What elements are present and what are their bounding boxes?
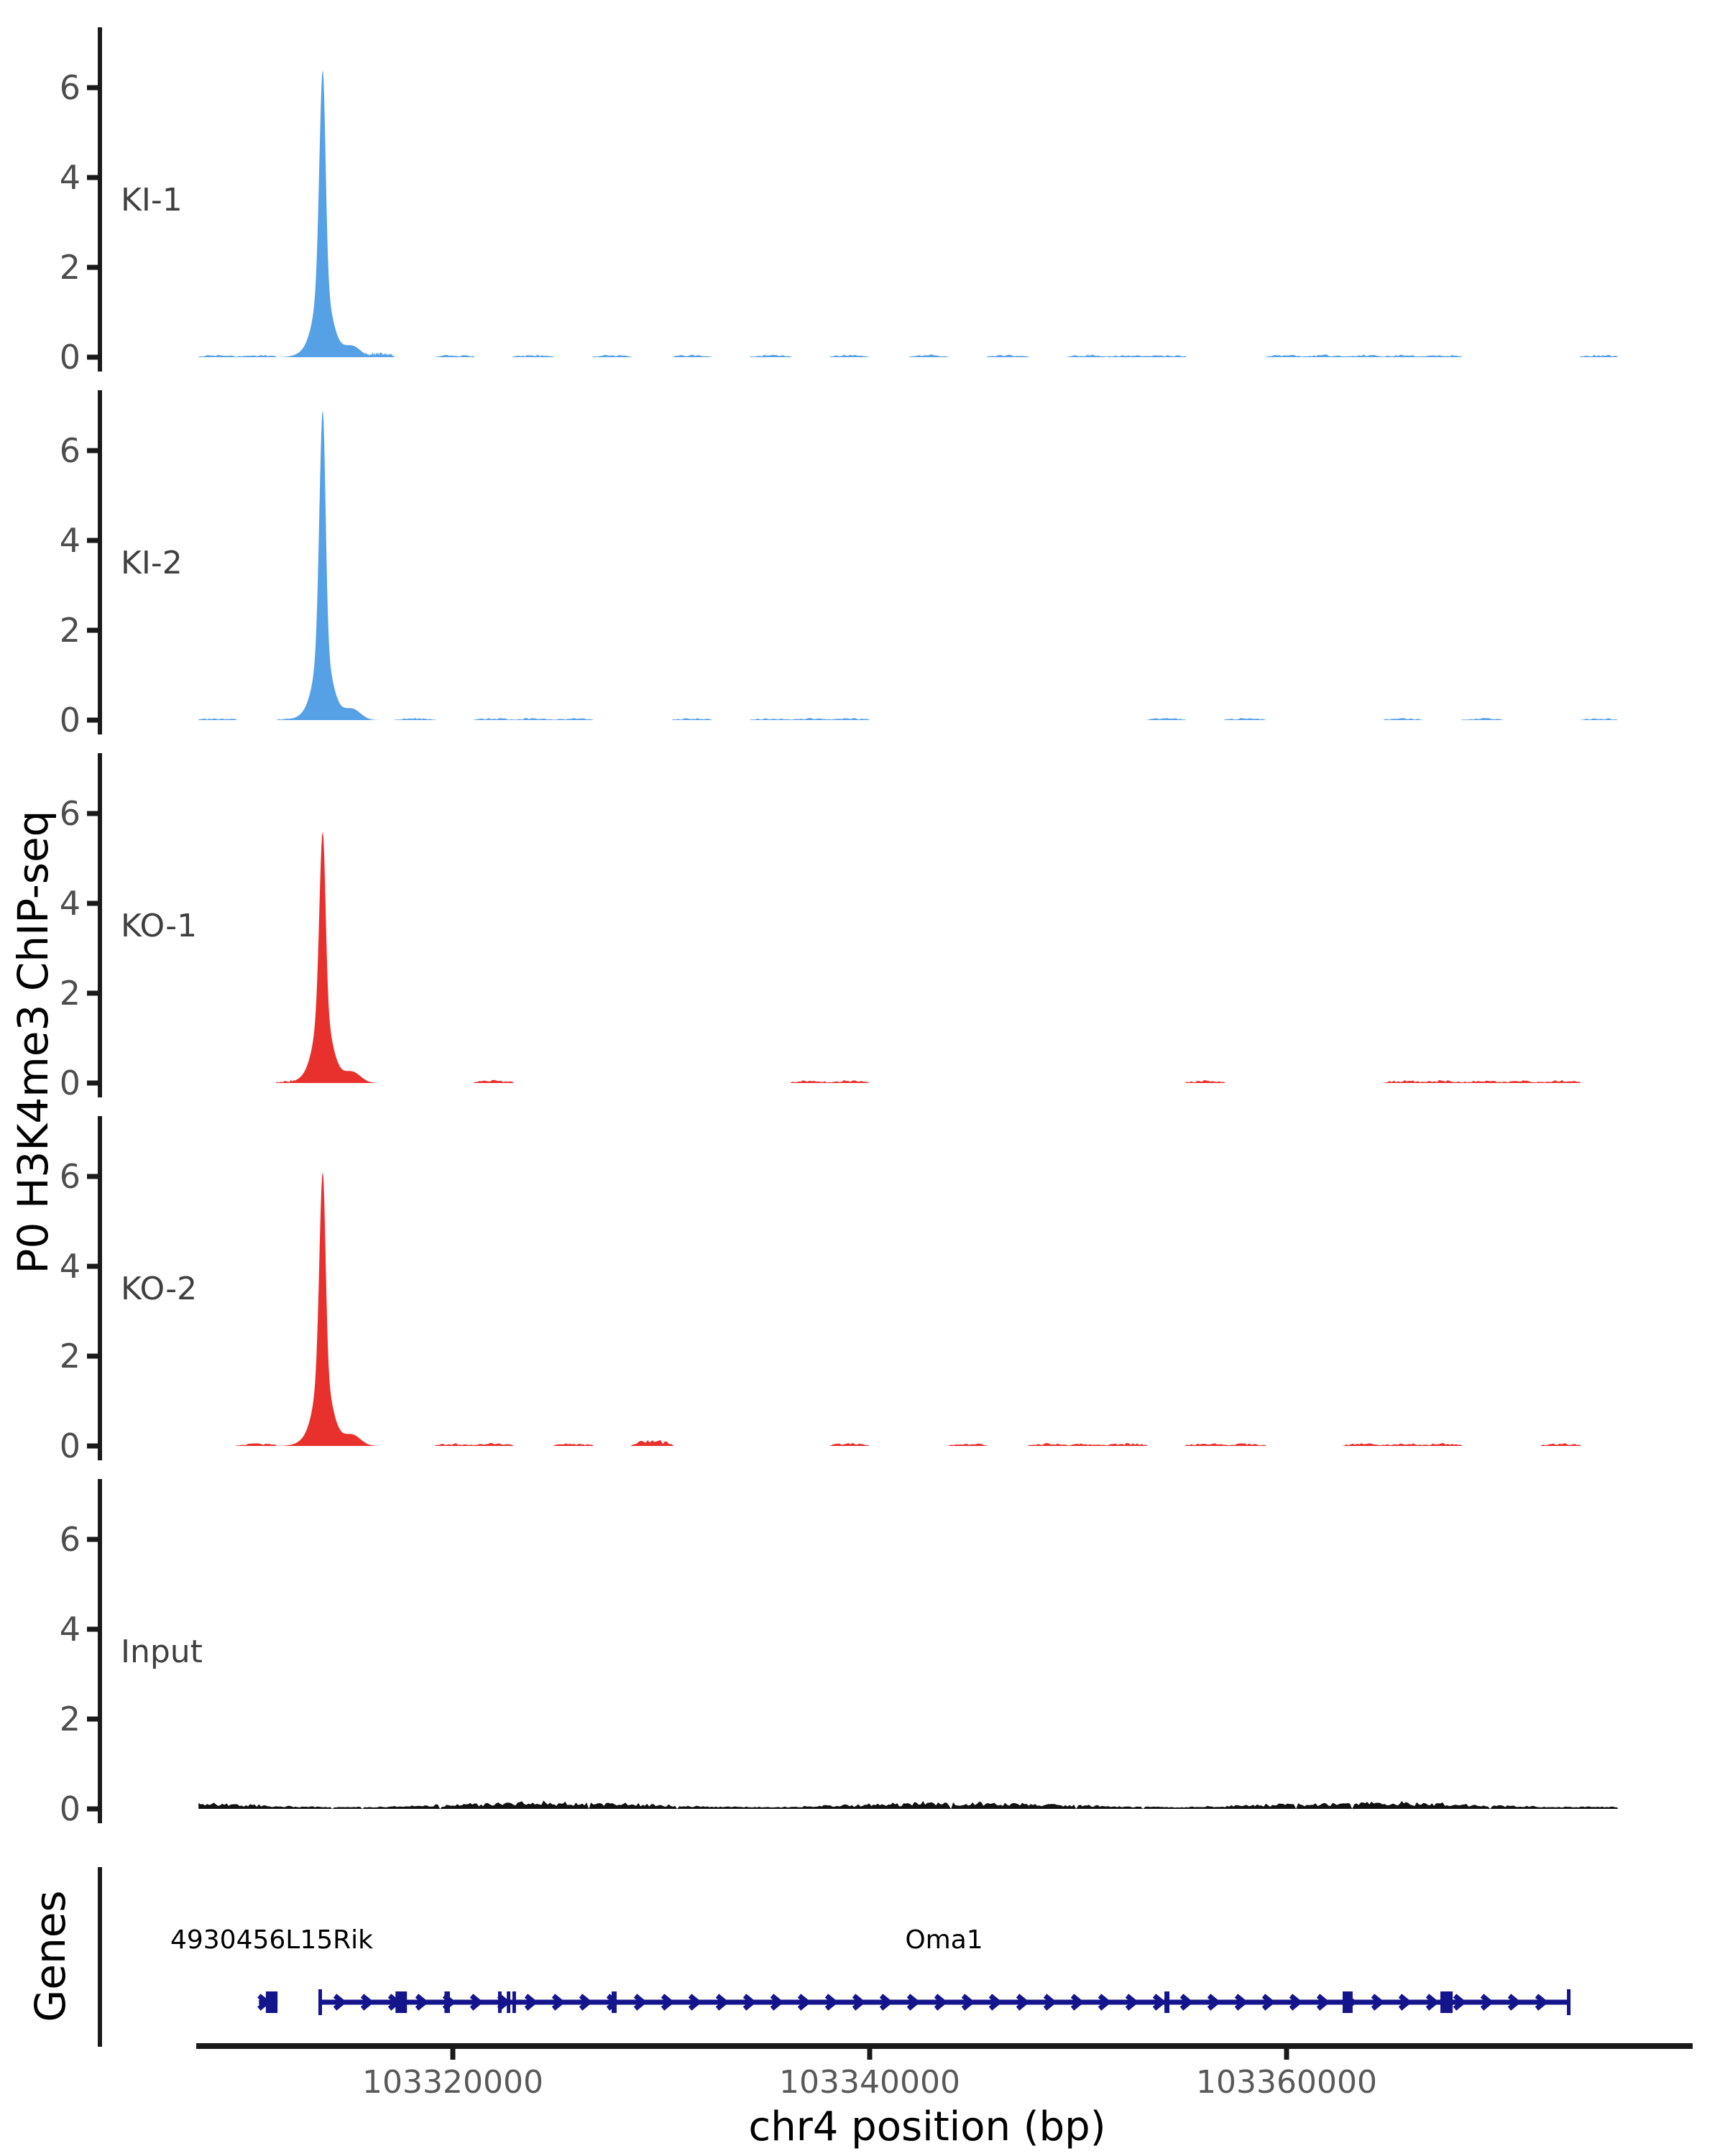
y-tick-mark	[87, 718, 98, 723]
x-tick-label: 103360000	[1196, 2064, 1377, 2101]
x-axis-line	[196, 2043, 1693, 2049]
y-tick-label: 4	[59, 884, 80, 923]
exon-box	[395, 1991, 407, 2013]
track-label-input: Input	[121, 1634, 203, 1670]
x-tick-mark	[868, 2049, 873, 2060]
signal-area-ki-2	[198, 410, 1618, 720]
track-label-ki-2: KI-2	[121, 545, 183, 581]
y-tick-mark	[87, 175, 98, 180]
y-axis-line	[98, 1479, 102, 1823]
y-axis-line	[98, 1116, 102, 1460]
y-tick-mark	[87, 1444, 98, 1449]
x-tick-label: 103320000	[362, 2064, 543, 2101]
y-tick-label: 0	[59, 1064, 80, 1102]
y-axis-line	[98, 753, 102, 1097]
y-tick-mark	[87, 265, 98, 270]
signal-area-ki-1	[198, 70, 1618, 357]
y-tick-mark	[87, 1264, 98, 1269]
y-tick-mark	[87, 1627, 98, 1632]
y-tick-label: 6	[59, 1520, 80, 1559]
track-label-ko-1: KO-1	[121, 908, 198, 944]
y-tick-label: 0	[59, 338, 80, 377]
x-tick-label: 103340000	[779, 2064, 960, 2101]
y-tick-mark	[87, 1717, 98, 1722]
y-tick-label: 4	[59, 158, 80, 197]
exon-box	[1440, 1991, 1453, 2013]
y-tick-mark	[87, 991, 98, 996]
genes-axis-line	[98, 1867, 102, 2047]
y-tick-label: 4	[59, 1247, 80, 1286]
x-axis-title: chr4 position (bp)	[748, 2104, 1106, 2150]
genes-panel-title: Genes	[26, 1890, 75, 2022]
y-tick-mark	[87, 86, 98, 91]
gene-name-label: Oma1	[905, 1925, 983, 1955]
y-tick-label: 6	[59, 1157, 80, 1196]
x-tick-mark	[1284, 2049, 1289, 2060]
exon-box	[1164, 1991, 1169, 2013]
y-tick-mark	[87, 628, 98, 633]
y-tick-label: 2	[59, 1337, 80, 1376]
y-tick-mark	[87, 448, 98, 453]
y-tick-label: 2	[59, 974, 80, 1013]
track-label-ki-1: KI-1	[121, 182, 183, 218]
y-tick-label: 2	[59, 248, 80, 287]
y-axis-line	[98, 27, 102, 372]
y-tick-mark	[87, 901, 98, 906]
y-tick-mark	[87, 1807, 98, 1812]
signal-area-ko-2	[198, 1172, 1618, 1446]
track-label-ko-2: KO-2	[121, 1271, 198, 1307]
y-tick-mark	[87, 538, 98, 543]
gene-start-bar	[318, 1989, 322, 2015]
y-tick-label: 2	[59, 611, 80, 650]
y-tick-label: 6	[59, 68, 80, 107]
y-axis-title: P0 H3K4me3 ChIP-seq	[9, 810, 58, 1274]
y-tick-mark	[87, 1174, 98, 1179]
exon-box	[444, 1991, 450, 2013]
exon-box	[507, 1991, 510, 2013]
y-tick-label: 4	[59, 1610, 80, 1649]
exon-box	[612, 1991, 617, 2013]
gene-name-label: 4930456L15Rik	[170, 1925, 374, 1955]
y-tick-label: 0	[59, 1427, 80, 1465]
signal-area-ko-1	[198, 831, 1618, 1083]
exon-box	[266, 1991, 277, 2013]
exon-box	[1343, 1991, 1353, 2013]
y-tick-mark	[87, 1081, 98, 1086]
y-tick-mark	[87, 1354, 98, 1359]
exon-box	[512, 1991, 516, 2013]
y-tick-label: 0	[59, 1789, 80, 1828]
y-tick-mark	[87, 355, 98, 360]
y-tick-mark	[87, 1537, 98, 1542]
y-tick-label: 6	[59, 431, 80, 470]
y-tick-label: 0	[59, 701, 80, 740]
y-tick-label: 6	[59, 794, 80, 833]
y-tick-label: 2	[59, 1700, 80, 1738]
signal-area-input	[198, 1800, 1618, 1809]
y-axis-line	[98, 390, 102, 734]
x-tick-mark	[451, 2049, 456, 2060]
gene-end-bar	[1567, 1989, 1570, 2015]
y-tick-label: 4	[59, 521, 80, 560]
y-tick-mark	[87, 811, 98, 816]
exon-box	[498, 1991, 502, 2013]
